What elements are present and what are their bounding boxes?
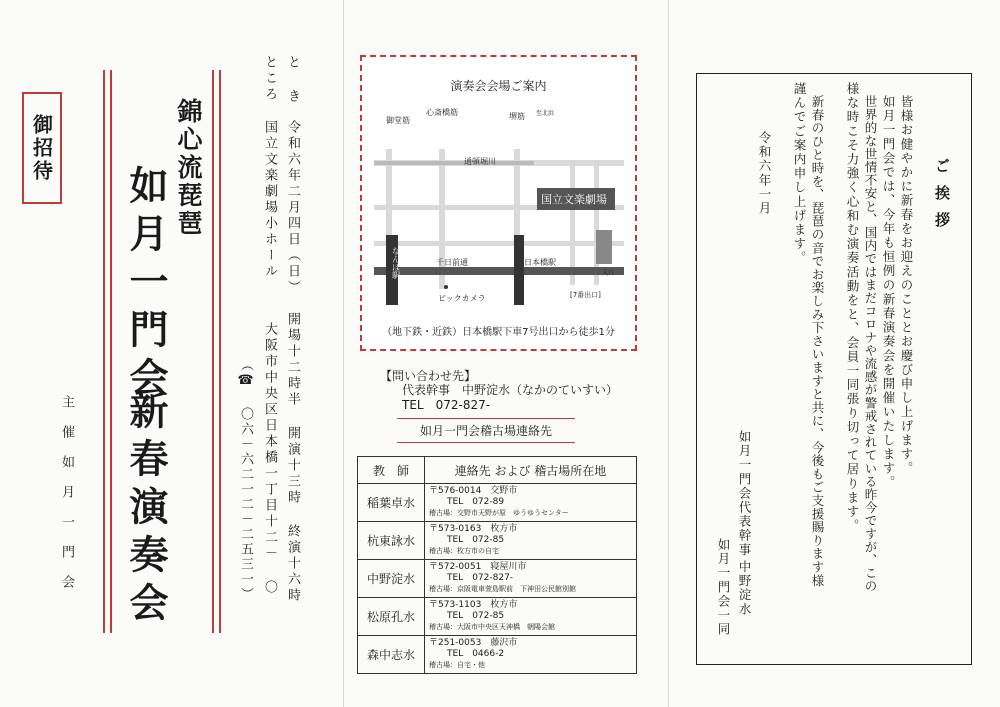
- date-value: 令和六年二月四日（日）: [285, 120, 300, 296]
- fold-line: [668, 0, 669, 707]
- concert-title: 新春演奏会: [123, 390, 169, 630]
- teacher-info: [425, 636, 637, 674]
- greeting-signer-group: 如月一門会一同: [716, 538, 731, 637]
- postal-line: 〒573-1103 枚方市: [429, 600, 518, 610]
- greeting-line: 世界的な世情不安と、国内ではまだコロナや流感が警戒されている昨今ですが、この: [863, 95, 878, 593]
- table-row: [358, 560, 637, 598]
- fold-line: [343, 0, 344, 707]
- tel-line: TEL 072-89: [447, 497, 505, 507]
- teacher-name: 稲葉卓水: [358, 484, 425, 522]
- teacher-info: [425, 484, 637, 522]
- teacher-info: [425, 522, 637, 560]
- teacher-name: 森中志水: [358, 636, 425, 674]
- greeting-date: 令和六年一月: [757, 131, 772, 216]
- map-label-sakaisuji: 堺筋: [509, 112, 525, 121]
- group-title: 如月一門会: [123, 165, 169, 405]
- studio-line: 稽古場：京阪電車萱島駅前 下神田公民館別館: [429, 585, 576, 593]
- greeting-line: 様な時こそ力強く心和む演奏活動をと、会員一同張り切って居ります。: [845, 82, 860, 534]
- greeting-line: 如月一門会では、今年も恒例の新春演奏会を開催いたします。: [881, 95, 896, 490]
- host-text: 主催如月一門会: [59, 395, 74, 605]
- map-label-shinsaibashi: 心斎橋筋: [426, 108, 458, 117]
- teacher-name: 杭東詠水: [358, 522, 425, 560]
- map-label-river: 通頓堀川: [464, 157, 496, 166]
- studio-line: 稽古場：大阪市中央区天神橋 朝陽会館: [429, 623, 555, 631]
- greeting-title: ご挨拶: [933, 158, 951, 239]
- studio-list-title: 如月一門会稽古場連絡先: [419, 424, 552, 438]
- column-header: 教 師: [358, 457, 425, 484]
- postal-line: 〒251-0053 藤沢市: [429, 638, 518, 648]
- teacher-name: 松原孔水: [358, 598, 425, 636]
- greeting-signer-name: 中野淀水: [737, 560, 752, 617]
- venue-phone: （☎ 〇六－六二一二－二五三一）: [238, 358, 253, 602]
- table-row: [358, 636, 637, 674]
- table-header-row: [358, 457, 637, 484]
- greeting-line: 新春のひと時を、琵琶の音でお楽しみ下さいますと共に、今後もご支援賜ります様: [810, 95, 825, 588]
- teacher-name: 中野淀水: [358, 560, 425, 598]
- map-label-sennichimae: 千日前通: [436, 258, 468, 267]
- red-rule: [397, 418, 575, 419]
- red-rule: [219, 70, 221, 633]
- studio-line: 稽古場：枚方市の自宅: [429, 547, 499, 555]
- venue-map: [360, 55, 637, 351]
- studio-line: 稽古場：交野市天野が原 ゆうゆうセンター: [429, 509, 569, 517]
- date-label: と き: [285, 55, 300, 105]
- tel-line: TEL 072-827-: [447, 573, 514, 583]
- table-row: [358, 522, 637, 560]
- school-name: 錦心流琵琶: [174, 98, 203, 238]
- postal-line: 〒573-0163 枚方市: [429, 524, 518, 534]
- tel-line: TEL 0466-2: [447, 649, 505, 659]
- greeting-line: 皆様お健やかに新春をお迎えのこととお慶び申し上げます。: [899, 95, 914, 476]
- teacher-table: [357, 456, 637, 674]
- map-label-namba: なんば駅: [391, 247, 401, 279]
- map-drawing: [366, 105, 632, 317]
- map-label-entrance: 入口: [602, 270, 615, 277]
- map-label-theater: 国立文楽劇場: [541, 193, 607, 206]
- contact-person: 代表幹事 中野淀水（なかのていすい）: [402, 383, 619, 397]
- venue-value: 国立文楽劇場小ホール: [262, 120, 277, 280]
- postal-line: 〒572-0051 寝屋川市: [429, 562, 527, 572]
- map-caption: （地下鉄・近鉄）日本橋駅下車7号出口から徒歩1分: [382, 327, 615, 338]
- venue-address: 大阪市中央区日本橋一丁目十二－ 〇: [262, 322, 277, 596]
- map-label-exit: [7番出口]: [570, 291, 601, 299]
- teacher-info: [425, 560, 637, 598]
- greeting-line: 謹んでご案内申し上げます。: [792, 82, 807, 266]
- tel-line: TEL 072-85: [447, 535, 505, 545]
- event-times: 開場十二時半 開演十三時 終演十六時: [285, 312, 300, 604]
- greeting-signer-title: 如月一門会代表幹事: [737, 430, 752, 557]
- red-rule: [110, 70, 112, 633]
- venue-label: ところ: [262, 55, 277, 103]
- red-rule: [212, 70, 214, 633]
- teacher-info: [425, 598, 637, 636]
- map-label-nipponbashi: 日本橋駅: [524, 258, 556, 267]
- table-row: [358, 598, 637, 636]
- map-title: 演奏会会場ご案内: [450, 79, 547, 93]
- red-rule: [397, 442, 575, 443]
- postal-line: 〒576-0014 交野市: [429, 486, 518, 496]
- studio-line: 稽古場：自宅・他: [429, 661, 485, 669]
- map-label-bic: ビックカメラ: [438, 294, 486, 303]
- contact-phone: TEL 072-827-: [402, 398, 491, 412]
- map-label-midosuji: 御堂筋: [386, 116, 410, 125]
- map-label-north: 至北浜: [536, 110, 555, 117]
- table-row: [358, 484, 637, 522]
- red-rule: [103, 70, 105, 633]
- invitation-label: 御招待: [22, 92, 62, 204]
- column-header: 連絡先 および 稽古場所在地: [425, 457, 637, 484]
- contact-heading: 【問い合わせ先】: [380, 369, 477, 383]
- tel-line: TEL 072-85: [447, 611, 505, 621]
